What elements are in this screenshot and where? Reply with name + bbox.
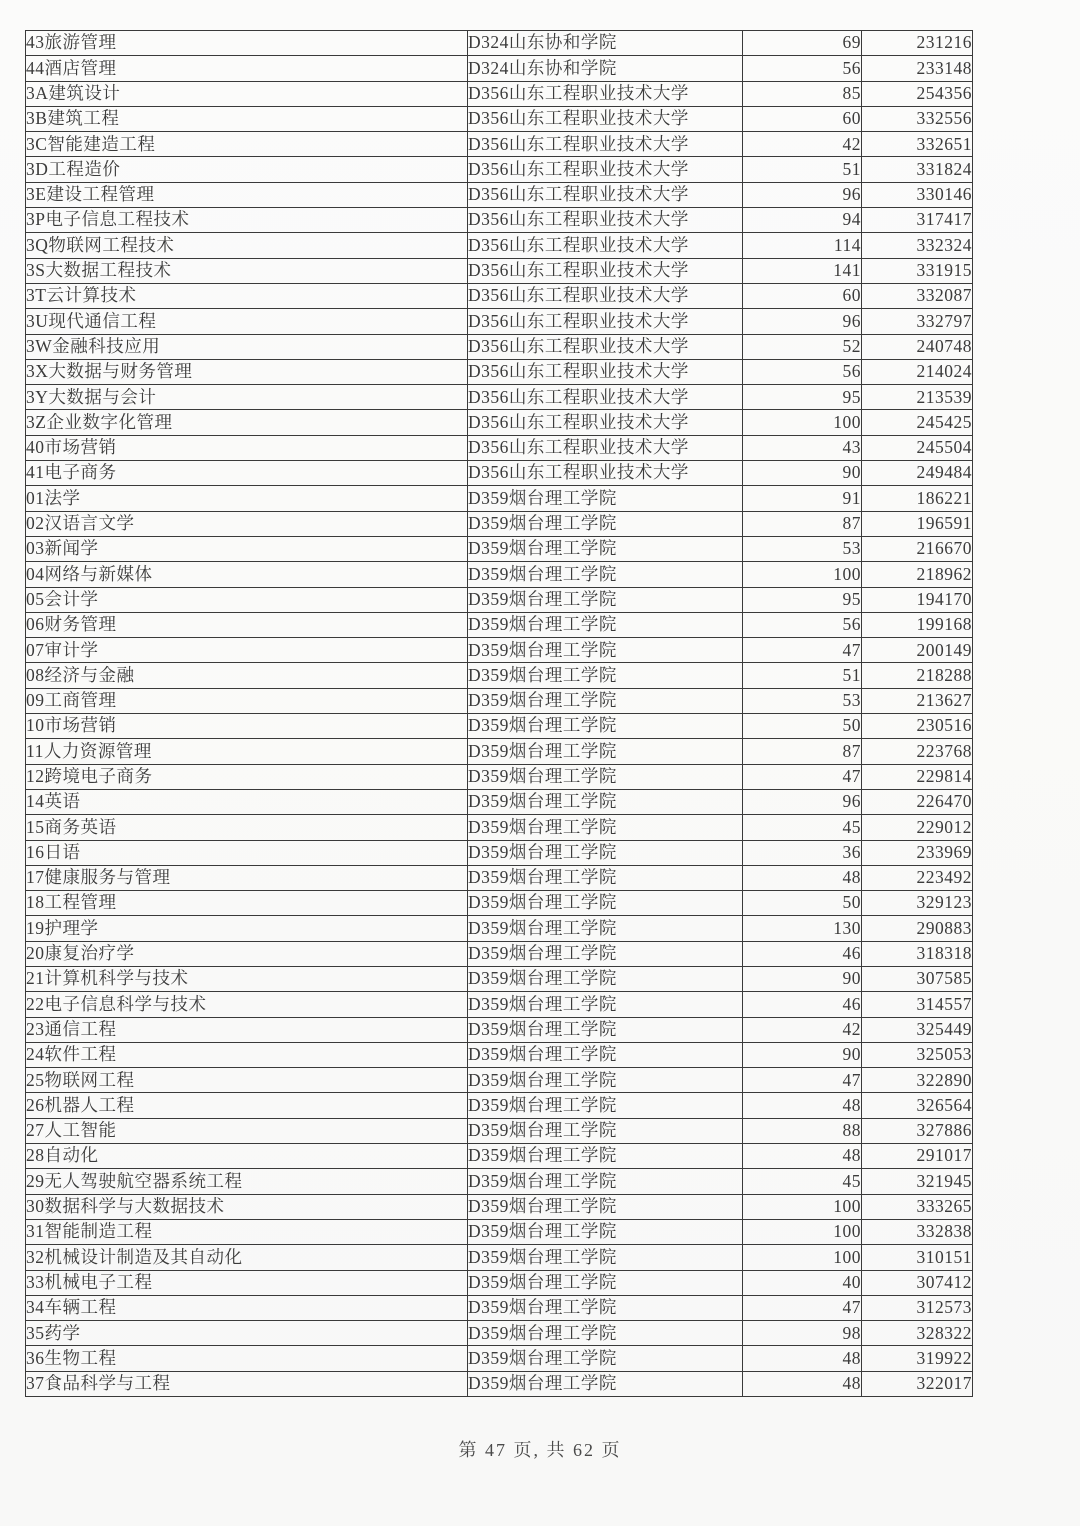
- code-cell: 229814: [862, 764, 973, 789]
- table-row: [26, 233, 973, 258]
- major-cell: 22电子信息科学与技术: [26, 992, 468, 1017]
- count-cell: 96: [743, 309, 862, 334]
- institution-cell: D359烟台理工学院: [468, 511, 743, 536]
- code-cell: 218288: [862, 663, 973, 688]
- institution-cell: D359烟台理工学院: [468, 536, 743, 561]
- count-cell: 98: [743, 1321, 862, 1346]
- table-row: [26, 536, 973, 561]
- table-row: [26, 410, 973, 435]
- count-cell: 114: [743, 233, 862, 258]
- institution-cell: D359烟台理工学院: [468, 1371, 743, 1396]
- institution-cell: D356山东工程职业技术大学: [468, 157, 743, 182]
- code-cell: 290883: [862, 916, 973, 941]
- table-row: [26, 81, 973, 106]
- institution-cell: D359烟台理工学院: [468, 1219, 743, 1244]
- count-cell: 47: [743, 764, 862, 789]
- count-cell: 43: [743, 435, 862, 460]
- table-row: [26, 865, 973, 890]
- major-cell: 16日语: [26, 840, 468, 865]
- code-cell: 194170: [862, 587, 973, 612]
- institution-cell: D359烟台理工学院: [468, 1346, 743, 1371]
- code-cell: 226470: [862, 789, 973, 814]
- table-row: [26, 1169, 973, 1194]
- table-row: [26, 1017, 973, 1042]
- count-cell: 48: [743, 865, 862, 890]
- major-cell: 36生物工程: [26, 1346, 468, 1371]
- institution-cell: D359烟台理工学院: [468, 739, 743, 764]
- institution-cell: D359烟台理工学院: [468, 840, 743, 865]
- institution-cell: D359烟台理工学院: [468, 1169, 743, 1194]
- code-cell: 307585: [862, 966, 973, 991]
- code-cell: 229012: [862, 815, 973, 840]
- major-cell: 3Q物联网工程技术: [26, 233, 468, 258]
- major-cell: 34车辆工程: [26, 1295, 468, 1320]
- code-cell: 332087: [862, 283, 973, 308]
- code-cell: 319922: [862, 1346, 973, 1371]
- count-cell: 90: [743, 1042, 862, 1067]
- major-cell: 28自动化: [26, 1144, 468, 1169]
- count-cell: 69: [743, 31, 862, 56]
- code-cell: 230516: [862, 714, 973, 739]
- table-row: [26, 739, 973, 764]
- institution-cell: D359烟台理工学院: [468, 992, 743, 1017]
- table-row: [26, 612, 973, 637]
- table-row: [26, 688, 973, 713]
- code-cell: 233148: [862, 56, 973, 81]
- table-row: [26, 966, 973, 991]
- table-row: [26, 941, 973, 966]
- count-cell: 87: [743, 511, 862, 536]
- major-cell: 29无人驾驶航空器系统工程: [26, 1169, 468, 1194]
- code-cell: 327886: [862, 1118, 973, 1143]
- institution-cell: D359烟台理工学院: [468, 1093, 743, 1118]
- table-row: [26, 208, 973, 233]
- institution-cell: D359烟台理工学院: [468, 714, 743, 739]
- table-row: [26, 663, 973, 688]
- major-cell: 3P电子信息工程技术: [26, 208, 468, 233]
- table-row: [26, 562, 973, 587]
- institution-cell: D359烟台理工学院: [468, 1017, 743, 1042]
- major-cell: 3A建筑设计: [26, 81, 468, 106]
- major-cell: 3C智能建造工程: [26, 132, 468, 157]
- table-row: [26, 1295, 973, 1320]
- institution-cell: D359烟台理工学院: [468, 1118, 743, 1143]
- code-cell: 314557: [862, 992, 973, 1017]
- count-cell: 87: [743, 739, 862, 764]
- major-cell: 18工程管理: [26, 891, 468, 916]
- table-row: [26, 714, 973, 739]
- major-cell: 37食品科学与工程: [26, 1371, 468, 1396]
- institution-cell: D356山东工程职业技术大学: [468, 309, 743, 334]
- count-cell: 96: [743, 182, 862, 207]
- count-cell: 100: [743, 562, 862, 587]
- code-cell: 333265: [862, 1194, 973, 1219]
- table-row: [26, 891, 973, 916]
- institution-cell: D359烟台理工学院: [468, 612, 743, 637]
- table-row: [26, 1245, 973, 1270]
- code-cell: 318318: [862, 941, 973, 966]
- code-cell: 325449: [862, 1017, 973, 1042]
- major-cell: 01法学: [26, 486, 468, 511]
- table-row: [26, 1118, 973, 1143]
- major-cell: 30数据科学与大数据技术: [26, 1194, 468, 1219]
- major-cell: 02汉语言文学: [26, 511, 468, 536]
- table-row: [26, 435, 973, 460]
- count-cell: 46: [743, 941, 862, 966]
- institution-cell: D359烟台理工学院: [468, 789, 743, 814]
- code-cell: 200149: [862, 638, 973, 663]
- institution-cell: D359烟台理工学院: [468, 916, 743, 941]
- table-row: [26, 764, 973, 789]
- major-cell: 35药学: [26, 1321, 468, 1346]
- major-cell: 20康复治疗学: [26, 941, 468, 966]
- institution-cell: D359烟台理工学院: [468, 1068, 743, 1093]
- table-row: [26, 587, 973, 612]
- institution-cell: D356山东工程职业技术大学: [468, 334, 743, 359]
- table-row: [26, 106, 973, 131]
- count-cell: 56: [743, 56, 862, 81]
- results-table: [25, 30, 973, 1397]
- count-cell: 60: [743, 106, 862, 131]
- code-cell: 249484: [862, 461, 973, 486]
- major-cell: 24软件工程: [26, 1042, 468, 1067]
- count-cell: 51: [743, 157, 862, 182]
- major-cell: 08经济与金融: [26, 663, 468, 688]
- major-cell: 12跨境电子商务: [26, 764, 468, 789]
- major-cell: 21计算机科学与技术: [26, 966, 468, 991]
- table-row: [26, 1042, 973, 1067]
- major-cell: 3T云计算技术: [26, 283, 468, 308]
- count-cell: 56: [743, 612, 862, 637]
- table-row: [26, 638, 973, 663]
- institution-cell: D356山东工程职业技术大学: [468, 385, 743, 410]
- count-cell: 96: [743, 789, 862, 814]
- major-cell: 11人力资源管理: [26, 739, 468, 764]
- institution-cell: D356山东工程职业技术大学: [468, 208, 743, 233]
- major-cell: 07审计学: [26, 638, 468, 663]
- table-row: [26, 1144, 973, 1169]
- table-row: [26, 182, 973, 207]
- institution-cell: D359烟台理工学院: [468, 1321, 743, 1346]
- major-cell: 40市场营销: [26, 435, 468, 460]
- page-footer: 第 47 页, 共 62 页: [458, 1440, 622, 1460]
- code-cell: 307412: [862, 1270, 973, 1295]
- code-cell: 331824: [862, 157, 973, 182]
- code-cell: 199168: [862, 612, 973, 637]
- table-row: [26, 1346, 973, 1371]
- institution-cell: D324山东协和学院: [468, 56, 743, 81]
- institution-cell: D356山东工程职业技术大学: [468, 435, 743, 460]
- count-cell: 47: [743, 1068, 862, 1093]
- table-row: [26, 1219, 973, 1244]
- institution-cell: D359烟台理工学院: [468, 1295, 743, 1320]
- code-cell: 291017: [862, 1144, 973, 1169]
- major-cell: 3Y大数据与会计: [26, 385, 468, 410]
- institution-cell: D356山东工程职业技术大学: [468, 359, 743, 384]
- major-cell: 03新闻学: [26, 536, 468, 561]
- count-cell: 48: [743, 1093, 862, 1118]
- count-cell: 48: [743, 1346, 862, 1371]
- code-cell: 186221: [862, 486, 973, 511]
- institution-cell: D359烟台理工学院: [468, 486, 743, 511]
- code-cell: 325053: [862, 1042, 973, 1067]
- count-cell: 50: [743, 891, 862, 916]
- major-cell: 3S大数据工程技术: [26, 258, 468, 283]
- code-cell: 223492: [862, 865, 973, 890]
- institution-cell: D359烟台理工学院: [468, 638, 743, 663]
- count-cell: 53: [743, 536, 862, 561]
- institution-cell: D359烟台理工学院: [468, 1270, 743, 1295]
- table-row: [26, 385, 973, 410]
- count-cell: 45: [743, 815, 862, 840]
- code-cell: 245504: [862, 435, 973, 460]
- major-cell: 3B建筑工程: [26, 106, 468, 131]
- code-cell: 321945: [862, 1169, 973, 1194]
- table-row: [26, 1194, 973, 1219]
- major-cell: 3X大数据与财务管理: [26, 359, 468, 384]
- count-cell: 52: [743, 334, 862, 359]
- institution-cell: D359烟台理工学院: [468, 891, 743, 916]
- code-cell: 326564: [862, 1093, 973, 1118]
- major-cell: 15商务英语: [26, 815, 468, 840]
- major-cell: 25物联网工程: [26, 1068, 468, 1093]
- code-cell: 332838: [862, 1219, 973, 1244]
- count-cell: 95: [743, 385, 862, 410]
- code-cell: 196591: [862, 511, 973, 536]
- table-row: [26, 157, 973, 182]
- major-cell: 14英语: [26, 789, 468, 814]
- major-cell: 27人工智能: [26, 1118, 468, 1143]
- count-cell: 100: [743, 1194, 862, 1219]
- institution-cell: D359烟台理工学院: [468, 587, 743, 612]
- code-cell: 231216: [862, 31, 973, 56]
- count-cell: 95: [743, 587, 862, 612]
- table-row: [26, 56, 973, 81]
- institution-cell: D359烟台理工学院: [468, 562, 743, 587]
- table-row: [26, 815, 973, 840]
- count-cell: 85: [743, 81, 862, 106]
- major-cell: 19护理学: [26, 916, 468, 941]
- count-cell: 90: [743, 966, 862, 991]
- code-cell: 240748: [862, 334, 973, 359]
- institution-cell: D356山东工程职业技术大学: [468, 182, 743, 207]
- code-cell: 254356: [862, 81, 973, 106]
- count-cell: 36: [743, 840, 862, 865]
- code-cell: 214024: [862, 359, 973, 384]
- major-cell: 31智能制造工程: [26, 1219, 468, 1244]
- code-cell: 317417: [862, 208, 973, 233]
- count-cell: 100: [743, 1219, 862, 1244]
- code-cell: 332651: [862, 132, 973, 157]
- institution-cell: D356山东工程职业技术大学: [468, 461, 743, 486]
- institution-cell: D359烟台理工学院: [468, 815, 743, 840]
- table-row: [26, 840, 973, 865]
- institution-cell: D356山东工程职业技术大学: [468, 233, 743, 258]
- count-cell: 45: [743, 1169, 862, 1194]
- table-row: [26, 132, 973, 157]
- institution-cell: D356山东工程职业技术大学: [468, 283, 743, 308]
- major-cell: 3E建设工程管理: [26, 182, 468, 207]
- table-row: [26, 1093, 973, 1118]
- major-cell: 06财务管理: [26, 612, 468, 637]
- major-cell: 10市场营销: [26, 714, 468, 739]
- count-cell: 91: [743, 486, 862, 511]
- table-row: [26, 486, 973, 511]
- code-cell: 245425: [862, 410, 973, 435]
- count-cell: 42: [743, 1017, 862, 1042]
- code-cell: 218962: [862, 562, 973, 587]
- institution-cell: D324山东协和学院: [468, 31, 743, 56]
- count-cell: 48: [743, 1371, 862, 1396]
- table-row: [26, 1371, 973, 1396]
- count-cell: 56: [743, 359, 862, 384]
- institution-cell: D356山东工程职业技术大学: [468, 410, 743, 435]
- major-cell: 32机械设计制造及其自动化: [26, 1245, 468, 1270]
- table-row: [26, 916, 973, 941]
- major-cell: 3Z企业数字化管理: [26, 410, 468, 435]
- institution-cell: D356山东工程职业技术大学: [468, 258, 743, 283]
- major-cell: 05会计学: [26, 587, 468, 612]
- table-row: [26, 789, 973, 814]
- code-cell: 312573: [862, 1295, 973, 1320]
- table-row: [26, 31, 973, 56]
- results-table-body: [26, 31, 973, 1397]
- major-cell: 3W金融科技应用: [26, 334, 468, 359]
- institution-cell: D359烟台理工学院: [468, 663, 743, 688]
- code-cell: 233969: [862, 840, 973, 865]
- count-cell: 90: [743, 461, 862, 486]
- major-cell: 44酒店管理: [26, 56, 468, 81]
- table-row: [26, 1270, 973, 1295]
- count-cell: 47: [743, 1295, 862, 1320]
- code-cell: 329123: [862, 891, 973, 916]
- table-row: [26, 992, 973, 1017]
- count-cell: 46: [743, 992, 862, 1017]
- institution-cell: D359烟台理工学院: [468, 941, 743, 966]
- code-cell: 332324: [862, 233, 973, 258]
- count-cell: 53: [743, 688, 862, 713]
- code-cell: 310151: [862, 1245, 973, 1270]
- institution-cell: D359烟台理工学院: [468, 1144, 743, 1169]
- institution-cell: D359烟台理工学院: [468, 764, 743, 789]
- table-row: [26, 1321, 973, 1346]
- major-cell: 3D工程造价: [26, 157, 468, 182]
- table-row: [26, 283, 973, 308]
- institution-cell: D359烟台理工学院: [468, 1245, 743, 1270]
- institution-cell: D356山东工程职业技术大学: [468, 106, 743, 131]
- table-row: [26, 258, 973, 283]
- count-cell: 130: [743, 916, 862, 941]
- count-cell: 88: [743, 1118, 862, 1143]
- count-cell: 48: [743, 1144, 862, 1169]
- code-cell: 213627: [862, 688, 973, 713]
- institution-cell: D356山东工程职业技术大学: [468, 81, 743, 106]
- major-cell: 09工商管理: [26, 688, 468, 713]
- code-cell: 330146: [862, 182, 973, 207]
- count-cell: 40: [743, 1270, 862, 1295]
- major-cell: 33机械电子工程: [26, 1270, 468, 1295]
- code-cell: 331915: [862, 258, 973, 283]
- count-cell: 100: [743, 410, 862, 435]
- major-cell: 26机器人工程: [26, 1093, 468, 1118]
- count-cell: 141: [743, 258, 862, 283]
- table-row: [26, 334, 973, 359]
- institution-cell: D359烟台理工学院: [468, 688, 743, 713]
- code-cell: 332797: [862, 309, 973, 334]
- count-cell: 60: [743, 283, 862, 308]
- code-cell: 328322: [862, 1321, 973, 1346]
- institution-cell: D356山东工程职业技术大学: [468, 132, 743, 157]
- count-cell: 47: [743, 638, 862, 663]
- code-cell: 322890: [862, 1068, 973, 1093]
- code-cell: 322017: [862, 1371, 973, 1396]
- table-row: [26, 359, 973, 384]
- major-cell: 3U现代通信工程: [26, 309, 468, 334]
- major-cell: 41电子商务: [26, 461, 468, 486]
- code-cell: 223768: [862, 739, 973, 764]
- institution-cell: D359烟台理工学院: [468, 1042, 743, 1067]
- count-cell: 50: [743, 714, 862, 739]
- table-row: [26, 309, 973, 334]
- count-cell: 42: [743, 132, 862, 157]
- institution-cell: D359烟台理工学院: [468, 966, 743, 991]
- table-row: [26, 461, 973, 486]
- institution-cell: D359烟台理工学院: [468, 865, 743, 890]
- institution-cell: D359烟台理工学院: [468, 1194, 743, 1219]
- count-cell: 100: [743, 1245, 862, 1270]
- count-cell: 94: [743, 208, 862, 233]
- major-cell: 23通信工程: [26, 1017, 468, 1042]
- major-cell: 17健康服务与管理: [26, 865, 468, 890]
- table-row: [26, 1068, 973, 1093]
- code-cell: 213539: [862, 385, 973, 410]
- major-cell: 04网络与新媒体: [26, 562, 468, 587]
- count-cell: 51: [743, 663, 862, 688]
- code-cell: 216670: [862, 536, 973, 561]
- table-row: [26, 511, 973, 536]
- major-cell: 43旅游管理: [26, 31, 468, 56]
- code-cell: 332556: [862, 106, 973, 131]
